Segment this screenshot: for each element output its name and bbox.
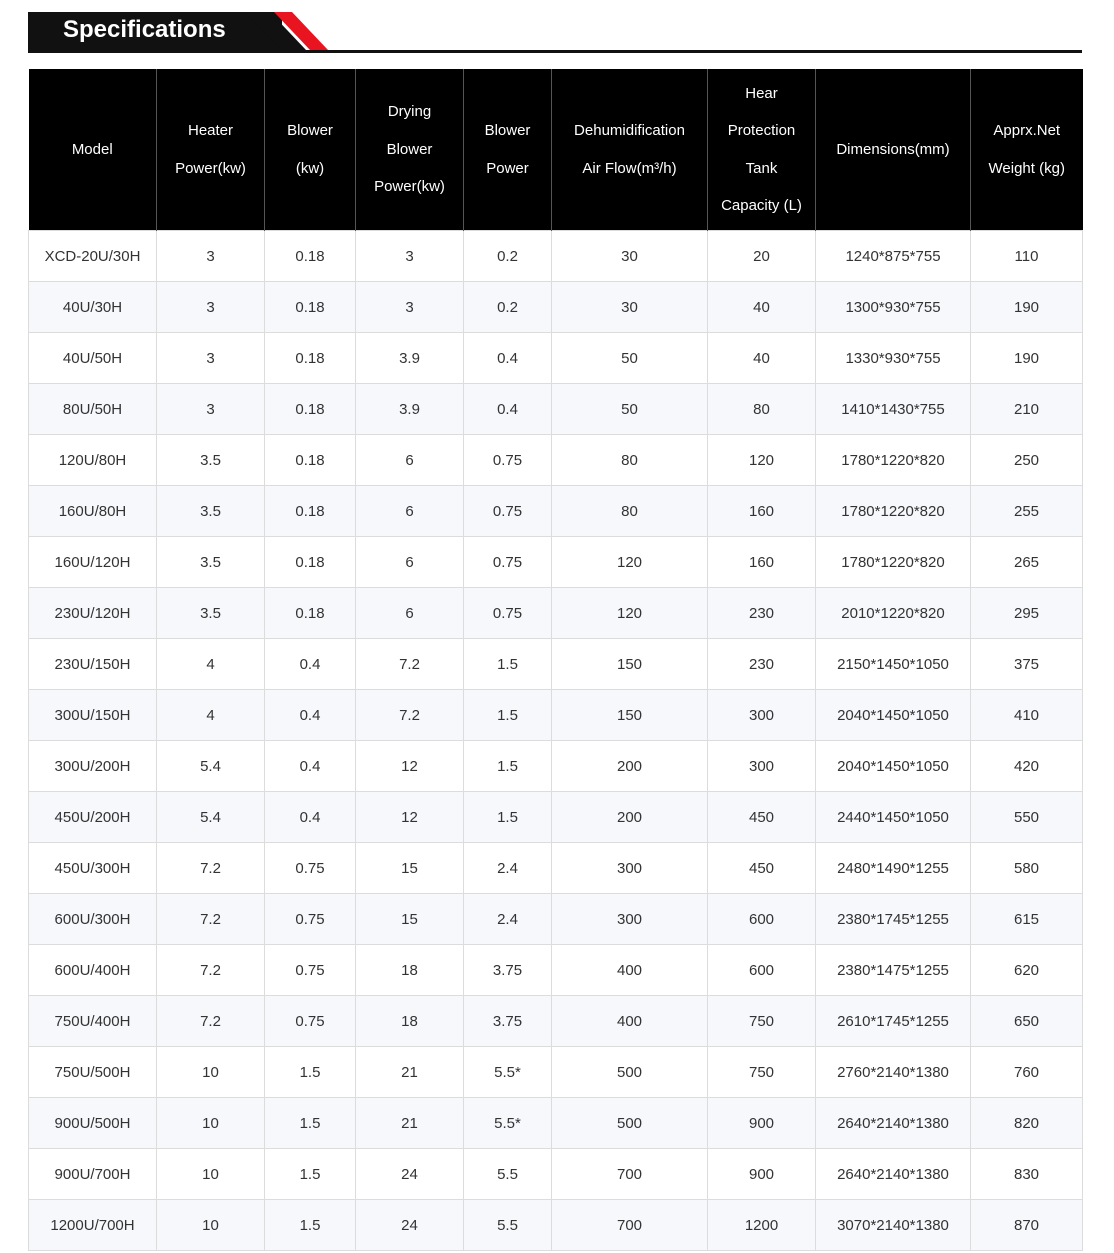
- table-cell: 265: [971, 537, 1083, 588]
- table-cell: 0.18: [265, 384, 356, 435]
- table-cell: 0.2: [464, 231, 552, 282]
- table-cell: 18: [356, 996, 464, 1047]
- table-cell: 760: [971, 1047, 1083, 1098]
- table-cell: 300: [552, 894, 708, 945]
- table-cell: 3.9: [356, 384, 464, 435]
- table-cell: 1780*1220*820: [816, 486, 971, 537]
- model-cell: 160U/120H: [29, 537, 157, 588]
- table-row: [29, 1098, 1083, 1149]
- table-cell: 2610*1745*1255: [816, 996, 971, 1047]
- table-cell: 600: [708, 894, 816, 945]
- column-header: [464, 69, 552, 231]
- table-cell: 410: [971, 690, 1083, 741]
- model-cell: 230U/150H: [29, 639, 157, 690]
- column-header: [356, 69, 464, 231]
- table-cell: 0.75: [464, 588, 552, 639]
- table-cell: 0.4: [265, 639, 356, 690]
- table-cell: 750: [708, 996, 816, 1047]
- table-header-row: [29, 69, 1083, 231]
- table-cell: 1200: [708, 1200, 816, 1251]
- section-title: Specifications: [63, 16, 226, 43]
- table-cell: 200: [552, 741, 708, 792]
- table-cell: 0.2: [464, 282, 552, 333]
- table-cell: 2440*1450*1050: [816, 792, 971, 843]
- table-cell: 120: [708, 435, 816, 486]
- table-cell: 40: [708, 333, 816, 384]
- specifications-table: [28, 69, 1083, 1251]
- column-header: [708, 69, 816, 231]
- column-header-line: Blower: [484, 122, 531, 139]
- column-header: [552, 69, 708, 231]
- table-cell: 1780*1220*820: [816, 435, 971, 486]
- table-cell: 0.18: [265, 282, 356, 333]
- table-cell: 2040*1450*1050: [816, 690, 971, 741]
- model-cell: 750U/400H: [29, 996, 157, 1047]
- model-cell: 750U/500H: [29, 1047, 157, 1098]
- column-header-line: Blower: [386, 140, 433, 158]
- column-header-line: Power: [486, 159, 529, 177]
- table-row: [29, 384, 1083, 435]
- table-cell: 120: [552, 588, 708, 639]
- table-cell: 10: [157, 1098, 265, 1149]
- table-cell: 40: [708, 282, 816, 333]
- table-cell: 600: [708, 945, 816, 996]
- column-header: [157, 69, 265, 231]
- table-cell: 7.2: [356, 639, 464, 690]
- table-cell: 5.4: [157, 792, 265, 843]
- column-header: [816, 69, 971, 231]
- table-cell: 3.5: [157, 588, 265, 639]
- table-cell: 230: [708, 639, 816, 690]
- table-cell: 450: [708, 843, 816, 894]
- table-cell: 6: [356, 588, 464, 639]
- table-cell: 400: [552, 996, 708, 1047]
- model-cell: 80U/50H: [29, 384, 157, 435]
- model-cell: 900U/700H: [29, 1149, 157, 1200]
- table-row: [29, 435, 1083, 486]
- table-cell: 1.5: [265, 1149, 356, 1200]
- table-cell: 80: [552, 435, 708, 486]
- table-cell: 200: [552, 792, 708, 843]
- table-cell: 0.18: [265, 435, 356, 486]
- table-cell: 1.5: [464, 690, 552, 741]
- table-cell: 2150*1450*1050: [816, 639, 971, 690]
- table-cell: 0.75: [464, 486, 552, 537]
- table-cell: 7.2: [157, 996, 265, 1047]
- column-header-line: Air Flow(m³/h): [582, 159, 677, 177]
- column-header-line: Capacity (L): [721, 197, 802, 214]
- table-cell: 30: [552, 282, 708, 333]
- table-cell: 12: [356, 741, 464, 792]
- table-cell: 3.75: [464, 945, 552, 996]
- table-cell: 0.4: [265, 690, 356, 741]
- table-cell: 295: [971, 588, 1083, 639]
- table-cell: 0.4: [265, 792, 356, 843]
- model-cell: 230U/120H: [29, 588, 157, 639]
- table-cell: 1300*930*755: [816, 282, 971, 333]
- table-cell: 1.5: [265, 1047, 356, 1098]
- table-row: [29, 486, 1083, 537]
- model-cell: 600U/300H: [29, 894, 157, 945]
- table-cell: 110: [971, 231, 1083, 282]
- model-cell: 450U/200H: [29, 792, 157, 843]
- table-cell: 2010*1220*820: [816, 588, 971, 639]
- table-row: [29, 1149, 1083, 1200]
- table-cell: 12: [356, 792, 464, 843]
- table-cell: 6: [356, 537, 464, 588]
- table-cell: 820: [971, 1098, 1083, 1149]
- table-cell: 0.75: [464, 435, 552, 486]
- column-header: [265, 69, 356, 231]
- model-cell: 40U/50H: [29, 333, 157, 384]
- table-row: [29, 333, 1083, 384]
- table-cell: 0.18: [265, 537, 356, 588]
- slash-decoration: [244, 10, 344, 52]
- table-cell: 120: [552, 537, 708, 588]
- table-cell: 1.5: [265, 1200, 356, 1251]
- table-cell: 210: [971, 384, 1083, 435]
- column-header-line: Apprx.Net: [993, 122, 1061, 139]
- column-header-line: Protection: [727, 122, 796, 139]
- table-cell: 450: [708, 792, 816, 843]
- table-row: [29, 639, 1083, 690]
- table-row: [29, 537, 1083, 588]
- table-cell: 24: [356, 1149, 464, 1200]
- table-cell: 550: [971, 792, 1083, 843]
- table-cell: 1330*930*755: [816, 333, 971, 384]
- table-cell: 300: [552, 843, 708, 894]
- table-cell: 21: [356, 1098, 464, 1149]
- table-cell: 150: [552, 639, 708, 690]
- table-row: [29, 894, 1083, 945]
- table-cell: 1.5: [464, 639, 552, 690]
- table-cell: 190: [971, 282, 1083, 333]
- table-cell: 5.5: [464, 1149, 552, 1200]
- table-row: [29, 741, 1083, 792]
- table-cell: 3.75: [464, 996, 552, 1047]
- table-cell: 300: [708, 741, 816, 792]
- table-cell: 230: [708, 588, 816, 639]
- table-cell: 21: [356, 1047, 464, 1098]
- table-cell: 3: [157, 282, 265, 333]
- table-cell: 300: [708, 690, 816, 741]
- section-header: [28, 10, 1082, 54]
- table-cell: 1780*1220*820: [816, 537, 971, 588]
- column-header-line: Weight (kg): [988, 159, 1065, 177]
- table-row: [29, 792, 1083, 843]
- table-row: [29, 282, 1083, 333]
- table-cell: 0.18: [265, 486, 356, 537]
- table-cell: 500: [552, 1098, 708, 1149]
- table-cell: 500: [552, 1047, 708, 1098]
- column-header-line: Hear: [745, 84, 778, 102]
- column-header: [971, 69, 1083, 231]
- table-cell: 2760*2140*1380: [816, 1047, 971, 1098]
- table-cell: 4: [157, 639, 265, 690]
- table-cell: 7.2: [356, 690, 464, 741]
- table-cell: 3: [356, 282, 464, 333]
- table-cell: 5.5*: [464, 1098, 552, 1149]
- table-cell: 15: [356, 843, 464, 894]
- table-cell: 24: [356, 1200, 464, 1251]
- table-body: [29, 231, 1083, 1251]
- table-cell: 375: [971, 639, 1083, 690]
- table-cell: 3.5: [157, 537, 265, 588]
- table-cell: 2.4: [464, 894, 552, 945]
- table-cell: 0.4: [265, 741, 356, 792]
- table-cell: 700: [552, 1200, 708, 1251]
- model-cell: 40U/30H: [29, 282, 157, 333]
- table-cell: 3.9: [356, 333, 464, 384]
- table-cell: 3.5: [157, 486, 265, 537]
- table-cell: 900: [708, 1149, 816, 1200]
- table-cell: 250: [971, 435, 1083, 486]
- table-cell: 620: [971, 945, 1083, 996]
- table-row: [29, 1200, 1083, 1251]
- table-cell: 2.4: [464, 843, 552, 894]
- table-cell: 6: [356, 486, 464, 537]
- table-row: [29, 231, 1083, 282]
- table-cell: 50: [552, 333, 708, 384]
- table-cell: 0.75: [265, 843, 356, 894]
- table-cell: 10: [157, 1149, 265, 1200]
- model-cell: 300U/200H: [29, 741, 157, 792]
- table-cell: 150: [552, 690, 708, 741]
- table-cell: 2380*1475*1255: [816, 945, 971, 996]
- table-cell: 3.5: [157, 435, 265, 486]
- table-cell: 0.18: [265, 333, 356, 384]
- table-cell: 0.4: [464, 384, 552, 435]
- table-row: [29, 843, 1083, 894]
- table-cell: 1.5: [464, 792, 552, 843]
- table-cell: 3: [157, 384, 265, 435]
- table-cell: 7.2: [157, 843, 265, 894]
- table-cell: 3070*2140*1380: [816, 1200, 971, 1251]
- header-divider: [28, 50, 1082, 53]
- table-cell: 7.2: [157, 894, 265, 945]
- table-cell: 7.2: [157, 945, 265, 996]
- table-cell: 190: [971, 333, 1083, 384]
- table-cell: 2040*1450*1050: [816, 741, 971, 792]
- table-cell: 15: [356, 894, 464, 945]
- table-cell: 10: [157, 1047, 265, 1098]
- table-row: [29, 588, 1083, 639]
- table-cell: 0.4: [464, 333, 552, 384]
- table-cell: 18: [356, 945, 464, 996]
- column-header-line: Dehumidification: [574, 122, 685, 139]
- table-cell: 3: [157, 231, 265, 282]
- table-cell: 2640*2140*1380: [816, 1098, 971, 1149]
- model-cell: 120U/80H: [29, 435, 157, 486]
- model-cell: XCD-20U/30H: [29, 231, 157, 282]
- table-cell: 700: [552, 1149, 708, 1200]
- table-cell: 0.75: [265, 996, 356, 1047]
- table-cell: 160: [708, 486, 816, 537]
- table-cell: 2480*1490*1255: [816, 843, 971, 894]
- table-cell: 3: [356, 231, 464, 282]
- table-cell: 80: [552, 486, 708, 537]
- column-header-line: Blower: [287, 122, 333, 139]
- table-cell: 1.5: [464, 741, 552, 792]
- table-row: [29, 996, 1083, 1047]
- column-header: [29, 69, 157, 231]
- column-header-line: Model: [71, 140, 113, 158]
- table-cell: 1410*1430*755: [816, 384, 971, 435]
- table-cell: 580: [971, 843, 1083, 894]
- table-cell: 1240*875*755: [816, 231, 971, 282]
- table-cell: 0.75: [464, 537, 552, 588]
- table-cell: 10: [157, 1200, 265, 1251]
- table-cell: 420: [971, 741, 1083, 792]
- column-header-line: Power(kw): [175, 159, 246, 177]
- table-cell: 255: [971, 486, 1083, 537]
- model-cell: 450U/300H: [29, 843, 157, 894]
- column-header-line: Heater: [187, 122, 234, 139]
- table-row: [29, 690, 1083, 741]
- table-cell: 1.5: [265, 1098, 356, 1149]
- column-header-line: Tank: [745, 159, 778, 177]
- table-cell: 750: [708, 1047, 816, 1098]
- table-cell: 615: [971, 894, 1083, 945]
- table-cell: 30: [552, 231, 708, 282]
- model-cell: 900U/500H: [29, 1098, 157, 1149]
- column-header-line: (kw): [295, 159, 325, 177]
- column-header-line: Dimensions(mm): [836, 140, 950, 158]
- table-cell: 160: [708, 537, 816, 588]
- table-cell: 900: [708, 1098, 816, 1149]
- model-cell: 160U/80H: [29, 486, 157, 537]
- table-cell: 870: [971, 1200, 1083, 1251]
- table-row: [29, 1047, 1083, 1098]
- model-cell: 600U/400H: [29, 945, 157, 996]
- column-header-line: Power(kw): [374, 178, 445, 196]
- table-cell: 50: [552, 384, 708, 435]
- column-header-line: Drying: [387, 103, 432, 121]
- table-cell: 5.4: [157, 741, 265, 792]
- table-cell: 80: [708, 384, 816, 435]
- table-cell: 2380*1745*1255: [816, 894, 971, 945]
- table-cell: 0.18: [265, 231, 356, 282]
- table-cell: 6: [356, 435, 464, 486]
- table-cell: 830: [971, 1149, 1083, 1200]
- table-cell: 0.75: [265, 894, 356, 945]
- table-cell: 0.18: [265, 588, 356, 639]
- table-cell: 5.5*: [464, 1047, 552, 1098]
- table-cell: 0.75: [265, 945, 356, 996]
- table-cell: 20: [708, 231, 816, 282]
- model-cell: 300U/150H: [29, 690, 157, 741]
- table-cell: 400: [552, 945, 708, 996]
- table-cell: 650: [971, 996, 1083, 1047]
- table-cell: 4: [157, 690, 265, 741]
- table-cell: 2640*2140*1380: [816, 1149, 971, 1200]
- table-cell: 5.5: [464, 1200, 552, 1251]
- table-cell: 3: [157, 333, 265, 384]
- table-row: [29, 945, 1083, 996]
- model-cell: 1200U/700H: [29, 1200, 157, 1251]
